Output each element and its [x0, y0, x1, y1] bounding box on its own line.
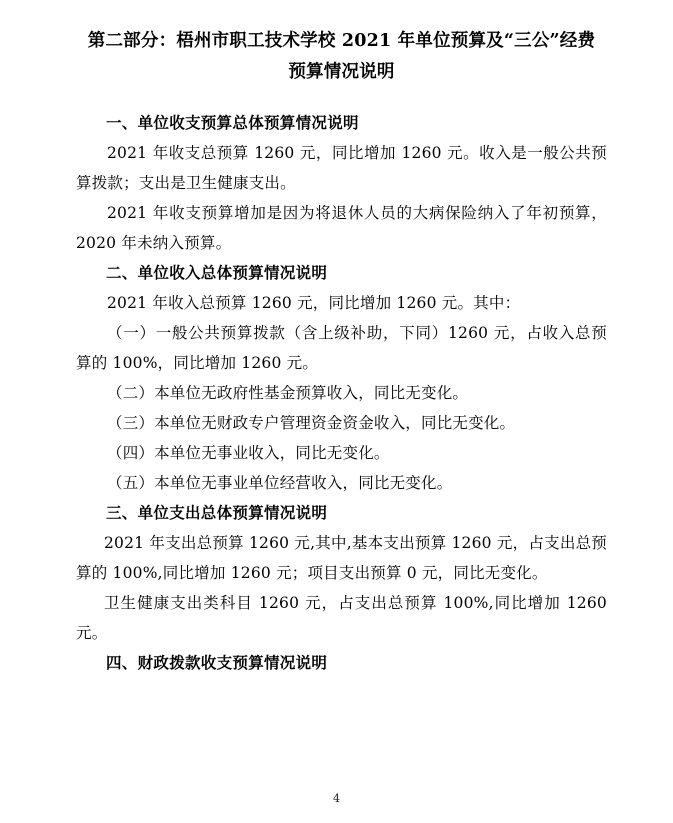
page-title: 第二部分：梧州市职工技术学校 2021 年单位预算及“三公”经费预算情况说明: [87, 31, 596, 82]
section-heading-2: 二、单位收入总体预算情况说明: [106, 263, 328, 282]
paragraph-9: 2021 年支出总预算 1260 元,其中,基本支出预算 1260 元，占支出总预算的 100%,同比增加 1260 元；项目支出预算 0 元，同比无变化。: [76, 534, 607, 582]
section-heading-3: 三、单位支出总体预算情况说明: [106, 503, 328, 522]
paragraph-5: （二）本单位无政府性基金预算收入，同比无变化。: [107, 384, 469, 402]
paragraph-6: （三）本单位无财政专户管理资金资金收入，同比无变化。: [107, 414, 516, 432]
paragraph-3: 2021 年收入总预算 1260 元，同比增加 1260 元。其中：: [107, 294, 521, 312]
paragraph-2: 2021 年收支预算增加是因为将退休人员的大病保险纳入了年初预算，2020 年未纳入预算。: [76, 204, 607, 252]
paragraph-7: （四）本单位无事业收入，同比无变化。: [107, 444, 390, 462]
section-heading-1: 一、单位收支预算总体预算情况说明: [106, 113, 359, 132]
page-number: 4: [333, 792, 340, 805]
paragraph-1: 2021 年收支总预算 1260 元，同比增加 1260 元。收入是一般公共预算拨款；支出是卫生健康支出。: [76, 144, 607, 192]
section-heading-4: 四、财政拨款收支预算情况说明: [106, 653, 328, 672]
paragraph-10: 卫生健康支出类科目 1260 元，占支出总预算 100%,同比增加 1260 元。: [76, 594, 607, 642]
paragraph-4: （一）一般公共预算拨款（含上级补助，下同）1260 元，占收入总预算的 100%，同比增加 1260 元。: [76, 324, 607, 372]
paragraph-8: （五）本单位无事业单位经营收入，同比无变化。: [107, 474, 453, 492]
